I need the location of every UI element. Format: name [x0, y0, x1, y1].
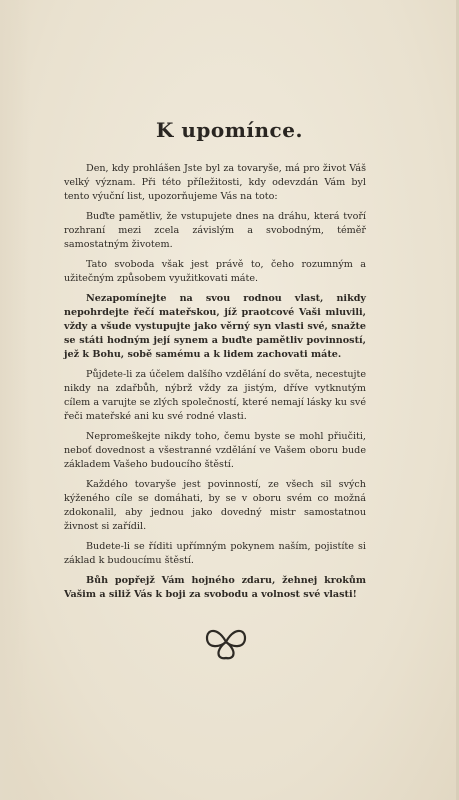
paragraph-3: Tato svoboda však jest právě to, čeho rozumným a užitečným způsobem využitkovati máte. — [64, 259, 366, 284]
paragraph-9: Bůh popřejž Vám hojného zdaru, žehnej krokům Vašim a siliž Vás k boji za svobodu a volnost své vlasti! — [64, 575, 366, 600]
paragraph-5: Půjdete-li za účelem dalšího vzdělání do světa, necestujte nikdy na zdařbůh, nýbrž vždy za jistým, dříve vytknutým cílem a varujte se zlých společností, které nemají lásky ku své řeči mateřské ani ku své rodné vlasti. — [64, 369, 366, 422]
paragraph-1: Den, kdy prohlášen Jste byl za tovaryše, má pro život Váš velký význam. Při této příležitosti, kdy odevzdán Vám byl tento výuční list, upozorňujeme Vás na toto: — [64, 163, 366, 202]
paragraph-7: Každého tovaryše jest povinností, ze všech sil svých kýženého cíle se domáhati, by se v oboru svém co možná zdokonalil, aby jednou jako dovedný mistr samostatnou živnost si zařídil. — [64, 479, 366, 532]
paragraph-8: Budete-li se říditi upřímným pokynem naším, pojistíte si základ k budoucímu štěstí. — [64, 541, 366, 566]
triple-loop-ornament-icon — [201, 622, 251, 662]
paragraph-2: Buďte pamětliv, že vstupujete dnes na dráhu, která tvoří rozhraní mezi zcela závislým a svobodným, téměř samostatným životem. — [64, 211, 366, 250]
paragraph-4: Nezapomínejte na svou rodnou vlast, nikdy nepohrdejte řečí mateřskou, jíž praotcové Vaši mluvili, vždy a všude vystupujte jako věrný syn vlasti své, snažte se státi hodným její synem a buďte pamětliv povinností, jež k Bohu, sobě samému a k lidem zachovati máte. — [64, 293, 366, 360]
page-title: K upomínce. — [156, 118, 303, 142]
paragraph-6: Nepromeškejte nikdy toho, čemu byste se mohl přiučiti, neboť dovednost a všestranné vzdělání ve Vašem oboru bude základem Vašeho budoucího štěstí. — [64, 431, 366, 470]
body-text — [64, 162, 366, 608]
